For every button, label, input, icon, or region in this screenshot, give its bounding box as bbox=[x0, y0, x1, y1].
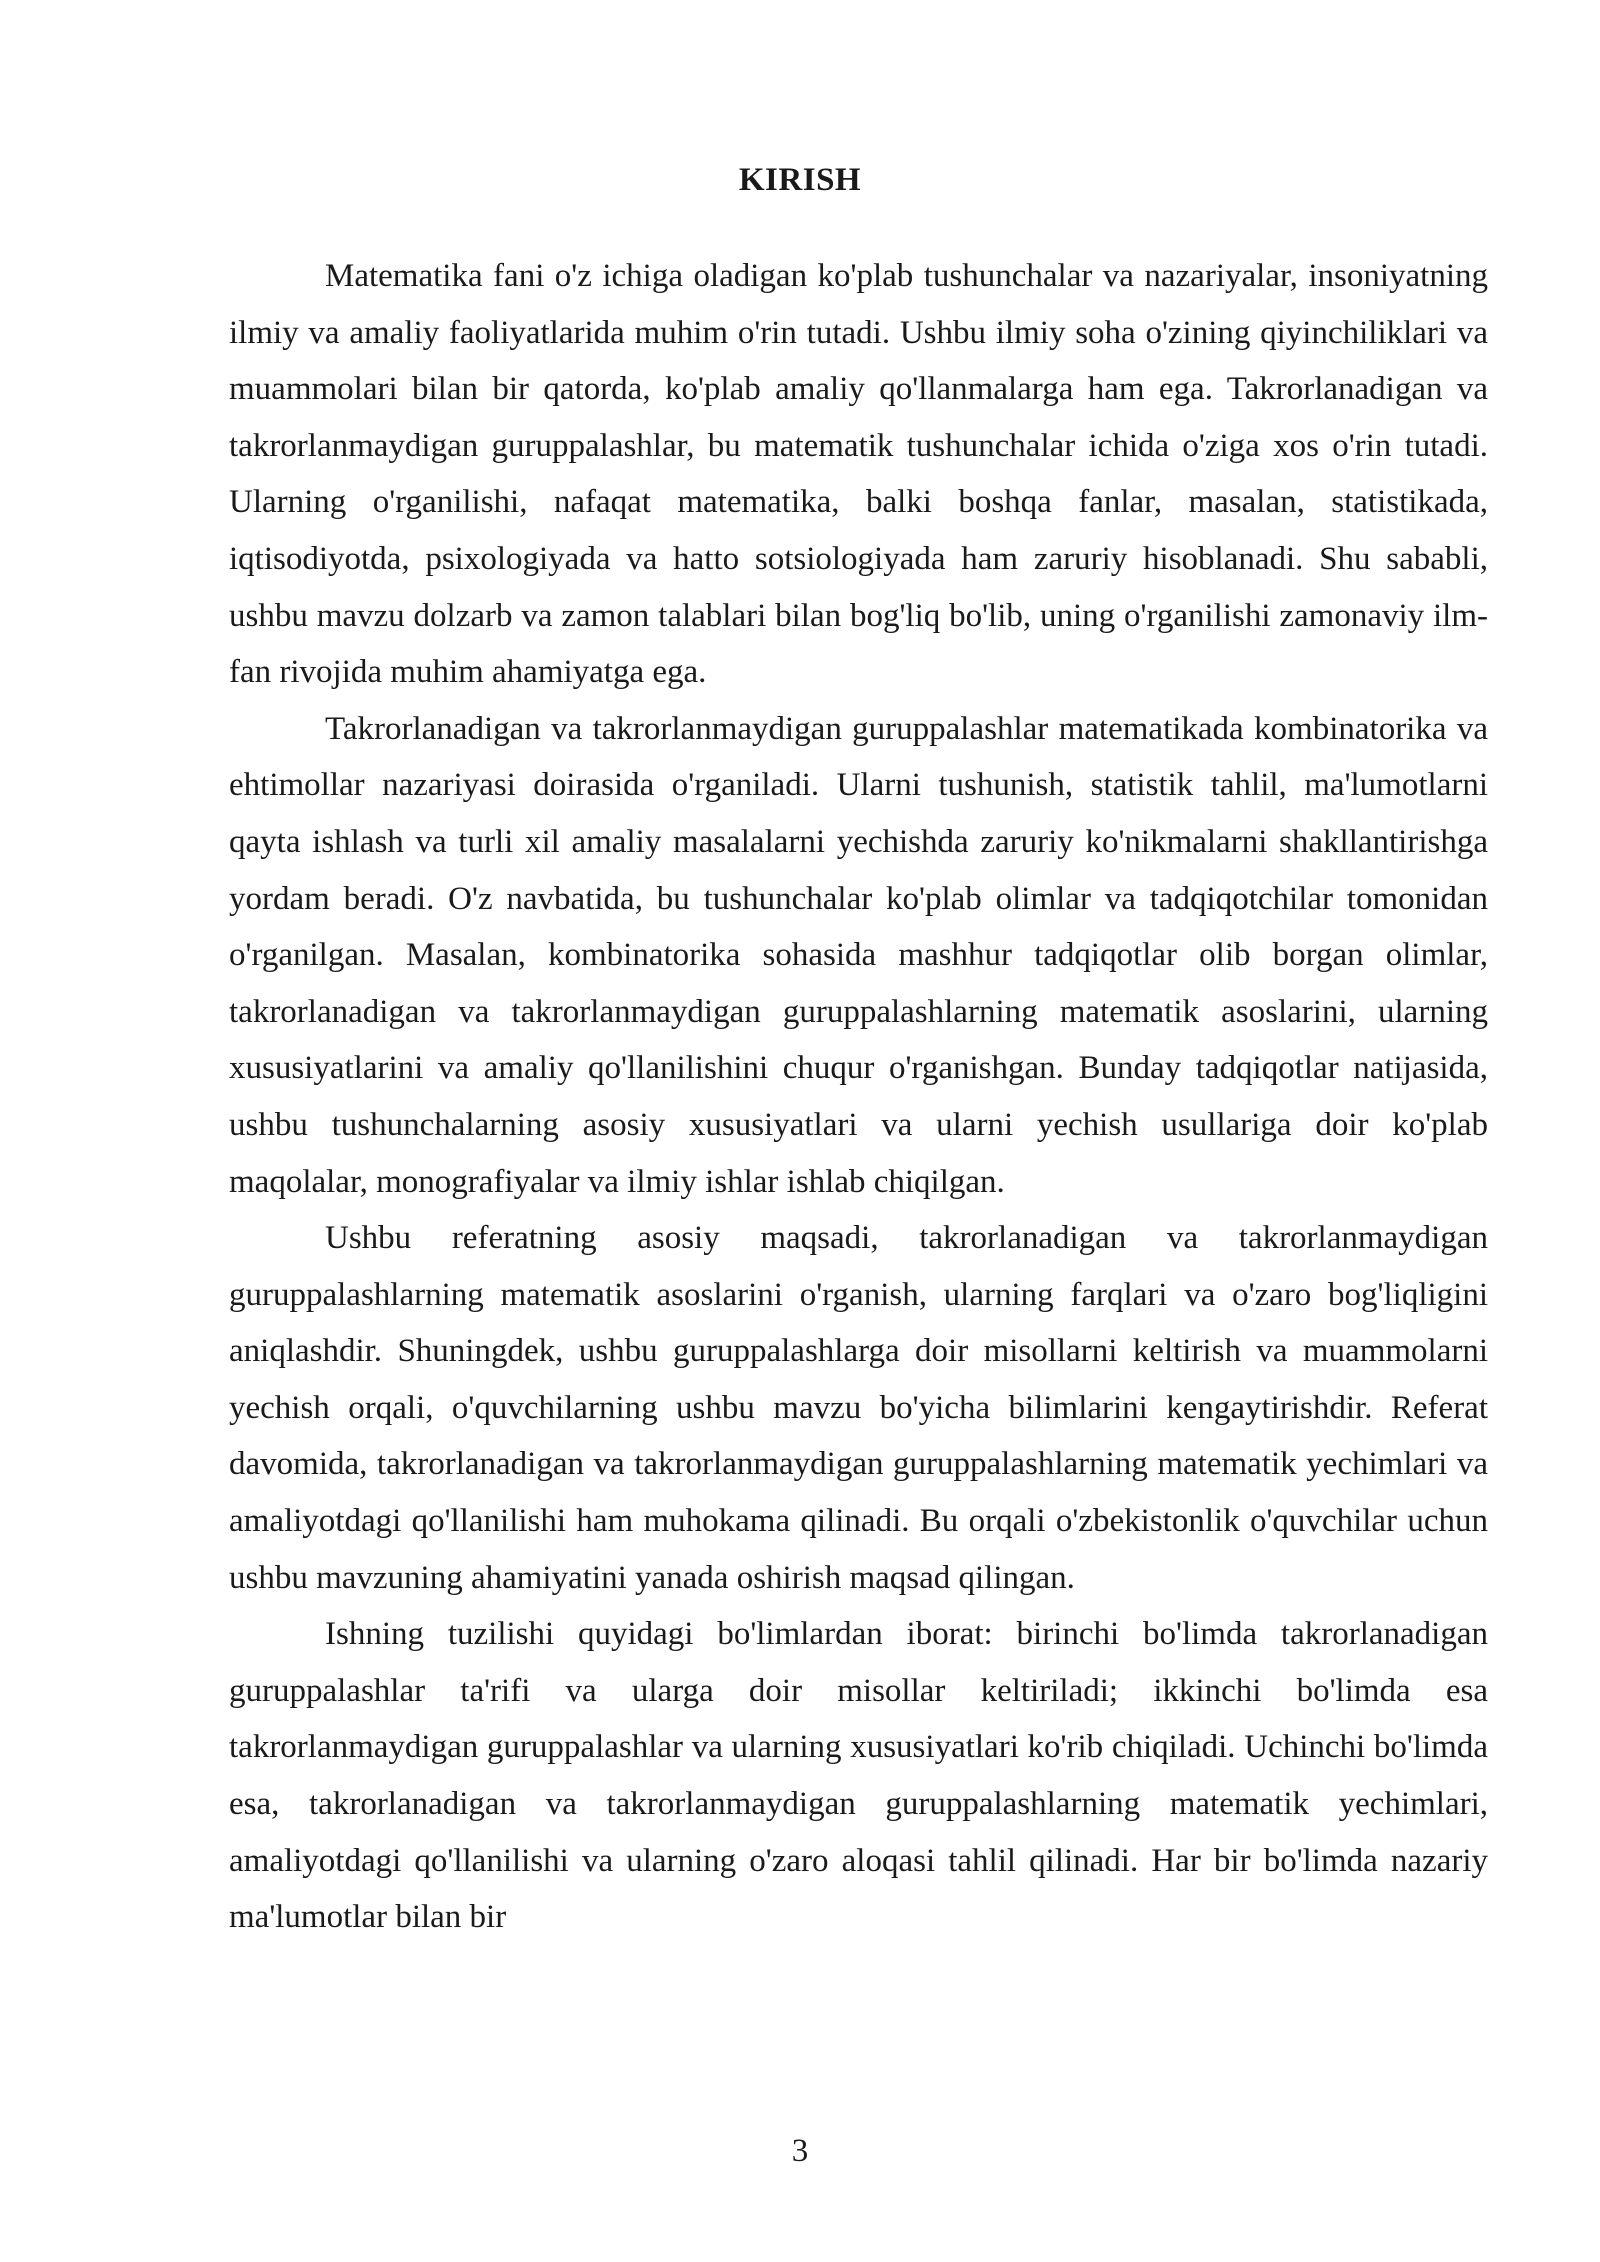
paragraph-1: Matematika fani o'z ichiga oladigan ko'plab tushunchalar va nazariyalar, insoniyatning ilmiy va amaliy faoliyatlarida muhim o'rin tutadi. Ushbu ilmiy soha o'zining qiyinchiliklari va muammolari bilan bir qatorda, ko'plab amaliy qo'llanmalarga ham ega. Takrorlanadigan va takrorlanmaydigan guruppalashlar, bu matematik tushunchalar ichida o'ziga xos o'rin tutadi. Ularning o'rganilishi, nafaqat matematika, balki boshqa fanlar, masalan, statistikada, iqtisodiyotda, psixologiyada va hatto sotsiologiyada ham zaruriy hisoblanadi. Shu sababli, ushbu mavzu dolzarb va zamon talablari bilan bog'liq bo'lib, uning o'rganilishi zamonaviy ilm-fan rivojida muhim ahamiyatga ega. bbox=[229, 258, 1488, 691]
paragraph-2: Takrorlanadigan va takrorlanmaydigan guruppalashlar matematikada kombinatorika va ehtimollar nazariyasi doirasida o'rganiladi. Ularni tushunish, statistik tahlil, ma'lumotlarni qayta ishlash va turli xil amaliy masalalarni yechishda zaruriy ko'nikmalarni shakllantirishga yordam beradi. O'z navbatida, bu tushunchalar ko'plab olimlar va tadqiqotchilar tomonidan o'rganilgan. Masalan, kombinatorika sohasida mashhur tadqiqotlar olib borgan olimlar, takrorlanadigan va takrorlanmaydigan guruppalashlarning matematik asoslarini, ularning xususiyatlarini va amaliy qo'llanilishini chuqur o'rganishgan. Bunday tadqiqotlar natijasida, ushbu tushunchalarning asosiy xususiyatlari va ularni yechish usullariga doir ko'plab maqolalar, monografiyalar va ilmiy ishlar ishlab chiqilgan. bbox=[229, 710, 1488, 1200]
page-number: 3 bbox=[791, 2133, 809, 2169]
paragraph-4: Ishning tuzilishi quyidagi bo'limlardan iborat: birinchi bo'limda takrorlanadigan guruppalashlar ta'rifi va ularga doir misollar keltiriladi; ikkinchi bo'limda esa takrorlanmaydigan guruppalashlar va ularning xususiyatlari ko'rib chiqiladi. Uchinchi bo'limda esa, takrorlanadigan va takrorlanmaydigan guruppalashlarning matematik yechimlari, amaliyotdagi qo'llanilishi va ularning o'zaro aloqasi tahlil qilinadi. Har bir bo'limda nazariy ma'lumotlar bilan bir bbox=[229, 1616, 1488, 1936]
paragraph-3: Ushbu referatning asosiy maqsadi, takrorlanadigan va takrorlanmaydigan guruppalashlarning matematik asoslarini o'rganish, ularning farqlari va o'zaro bog'liqligini aniqlashdir. Shuningdek, ushbu guruppalashlarga doir misollarni keltirish va muammolarni yechish orqali, o'quvchilarning ushbu mavzu bo'yicha bilimlarini kengaytirishdir. Referat davomida, takrorlanadigan va takrorlanmaydigan guruppalashlarning matematik yechimlari va amaliyotdagi qo'llanilishi ham muhokama qilinadi. Bu orqali o'zbekistonlik o'quvchilar uchun ushbu mavzuning ahamiyatini yanada oshirish maqsad qilingan. bbox=[229, 1220, 1488, 1596]
body-text bbox=[229, 248, 1488, 1946]
page-title: KIRISH bbox=[738, 162, 862, 198]
